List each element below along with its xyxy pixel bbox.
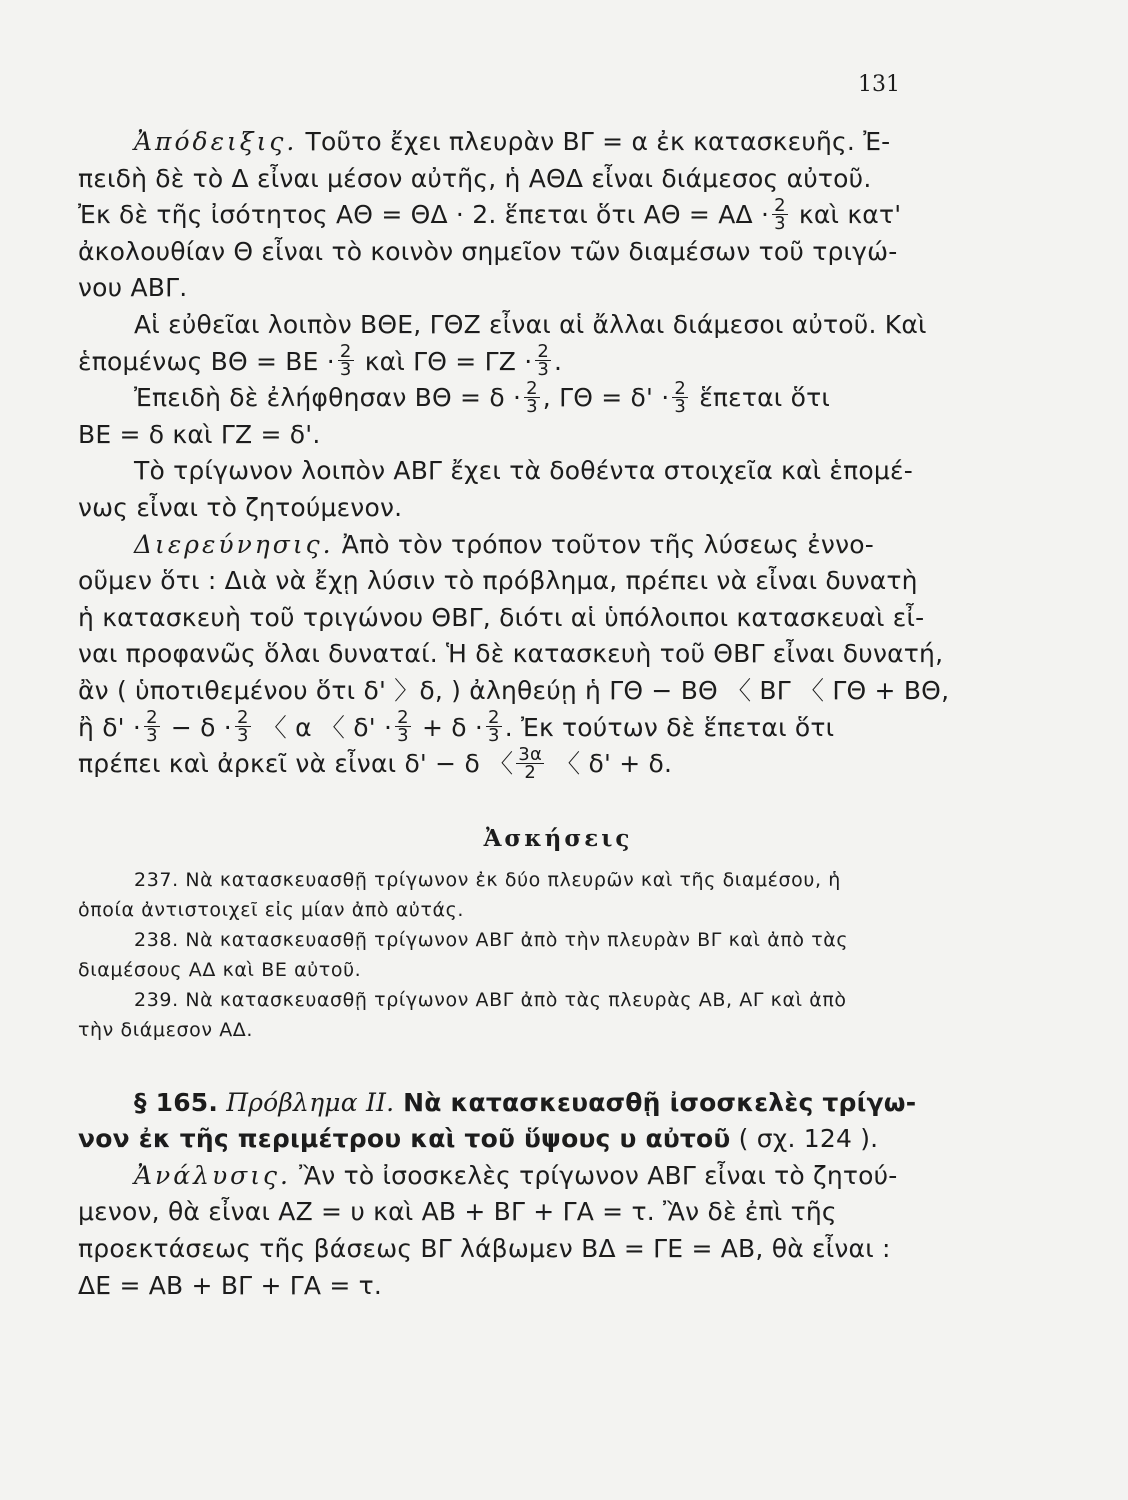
fraction: $\frac{3\alpha}{2}$: [518, 743, 543, 783]
proof-line: νως εἶναι τὸ ζητούμενον.: [78, 492, 403, 522]
analysis-line: ΔΕ = ΑΒ + ΒΓ + ΓΑ = τ.: [78, 1270, 383, 1300]
proof-text: , ΓΘ = δ' ·: [542, 383, 670, 413]
discussion-line: [78, 707, 1038, 747]
exercise-line: διαμέσους ΑΔ καὶ ΒΕ αὐτοῦ.: [78, 958, 362, 981]
problem-statement: νον ἐκ τῆς περιμέτρου καὶ τοῦ ὕψους υ αὐτοῦ: [78, 1124, 731, 1154]
discussion-text: 〈 δ' + δ.: [547, 749, 673, 779]
exercise-line: 237. Νὰ κατασκευασθῇ τρίγωνον ἐκ δύο πλευρῶν καὶ τῆς διαμέσου, ἡ: [134, 868, 841, 891]
fraction: $\frac{2}{3}$: [488, 707, 500, 746]
proof-line: [78, 194, 1038, 234]
proof-line: νου ΑΒΓ.: [78, 273, 188, 303]
section-number: § 165.: [134, 1087, 219, 1117]
proof-line: Τὸ τρίγωνον λοιπὸν ΑΒΓ ἔχει τὰ δοθέντα στοιχεῖα καὶ ἑπομέ-: [134, 456, 913, 486]
discussion-text: Ἀπὸ τὸν τρόπον τοῦτον τῆς λύσεως ἐννο-: [333, 529, 874, 559]
fraction: $\frac{2}{3}$: [339, 341, 352, 381]
exercise-line: τὴν διάμεσον ΑΔ.: [78, 1018, 254, 1041]
discussion-text: ἢ δ' ·: [78, 712, 142, 742]
fraction: $\frac{2}{3}$: [397, 707, 409, 746]
fraction: $\frac{2}{3}$: [537, 341, 549, 381]
proof-text: Ἐπειδὴ δὲ ἐλήφθησαν ΒΘ = δ ·: [134, 383, 522, 413]
proof-text: .: [554, 346, 563, 376]
analysis-line: μενον, θὰ εἶναι ΑΖ = υ καὶ ΑΒ + ΒΓ + ΓΑ = τ. Ἂν δὲ ἐπὶ τῆς: [78, 1197, 837, 1227]
exercise-line: 238. Νὰ κατασκευασθῇ τρίγωνον ΑΒΓ ἀπὸ τὴν πλευρὰν ΒΓ καὶ ἀπὸ τὰς: [134, 928, 849, 951]
discussion-line: οῦμεν ὅτι : Διὰ νὰ ἔχῃ λύσιν τὸ πρόβλημα, πρέπει νὰ εἶναι δυνατὴ: [78, 566, 918, 596]
discussion-text: + δ ·: [413, 712, 484, 742]
proof-line: [78, 377, 1038, 417]
problem-section: [78, 1085, 1038, 1305]
proof-text: ἕπεται ὅτι: [691, 383, 831, 413]
analysis-line: προεκτάσεως τῆς βάσεως ΒΓ λάβωμεν ΒΔ = ΓΕ = ΑΒ, θὰ εἶναι :: [78, 1234, 891, 1264]
proof-line: [78, 341, 1038, 381]
analysis-text: Ἂν τὸ ἰσοσκελὲς τρίγωνον ΑΒΓ εἶναι τὸ ζητού-: [291, 1160, 898, 1190]
figure-ref: ( σχ. 124 ).: [730, 1124, 879, 1154]
proof-text: Τοῦτο ἔχει πλευρὰν ΒΓ = α ἐκ κατασκευῆς. Ἐ-: [297, 127, 891, 156]
proof-line: Αἱ εὐθεῖαι λοιπὸν ΒΘΕ, ΓΘΖ εἶναι αἱ ἄλλαι διάμεσοι αὐτοῦ. Καὶ: [134, 309, 927, 339]
page-number: 131: [858, 72, 900, 97]
proof-text: ἑπομένως ΒΘ = ΒΕ ·: [78, 346, 335, 376]
discussion-text: 〈 α 〈 δ' ·: [253, 712, 393, 742]
proof-line: πειδὴ δὲ τὸ Δ εἶναι μέσον αὐτῆς, ἡ ΑΘΔ εἶναι διάμεσος αὐτοῦ.: [78, 163, 872, 193]
exercises-heading: Ἀσκήσεις: [483, 824, 633, 852]
exercise-line: ὁποία ἀντιστοιχεῖ εἰς μίαν ἀπὸ αὐτάς.: [78, 898, 465, 921]
fraction: $\frac{2}{3}$: [774, 194, 786, 234]
proof-line: [78, 124, 1038, 161]
problem-title: [78, 1121, 1038, 1158]
fraction: $\frac{2}{3}$: [236, 707, 249, 746]
discussion-text: − δ ·: [162, 712, 232, 742]
discussion-line: ἡ κατασκευὴ τοῦ τριγώνου ΘΒΓ, διότι αἱ ὑπόλοιποι κατασκευαὶ εἶ-: [78, 602, 925, 632]
proof-text: Ἐκ δὲ τῆς ἰσότητος ΑΘ = ΘΔ · 2. ἕπεται ὅτι ΑΘ = ΑΔ ·: [78, 200, 770, 230]
fraction: $\frac{2}{3}$: [674, 377, 687, 417]
problem-statement: Νὰ κατασκευασθῇ ἰσοσκελὲς τρίγω-: [394, 1087, 917, 1117]
discussion-lead: Διερεύνησις.: [134, 529, 334, 559]
page-body: [78, 124, 1038, 1304]
proof-lead: Ἀπόδειξις.: [134, 127, 298, 156]
fraction: $\frac{2}{3}$: [526, 377, 538, 417]
discussion-line: [78, 527, 1038, 564]
problem-title: [78, 1085, 1038, 1122]
discussion-line: [78, 743, 1038, 783]
fraction: $\frac{2}{3}$: [146, 707, 158, 746]
proof-line: ἀκολουθίαν Θ εἶναι τὸ κοινὸν σημεῖον τῶν διαμέσων τοῦ τριγώ-: [78, 236, 898, 266]
discussion-line: ναι προφανῶς ὅλαι δυναταί. Ἡ δὲ κατασκευὴ τοῦ ΘΒΓ εἶναι δυνατή,: [78, 639, 944, 669]
analysis-line: [78, 1158, 1038, 1195]
proof-text: καὶ ΓΘ = ΓΖ ·: [356, 346, 533, 376]
analysis-lead: Ἀνάλυσις.: [134, 1160, 291, 1190]
discussion-text: . Ἐκ τούτων δὲ ἕπεται ὅτι: [504, 712, 835, 742]
discussion-line: ἂν ( ὑποτιθεμένου ὅτι δ' 〉δ, ) ἀληθεύῃ ἡ ΓΘ − ΒΘ 〈 ΒΓ 〈 ΓΘ + ΒΘ,: [78, 675, 950, 705]
proof-line: ΒΕ = δ καὶ ΓΖ = δ'.: [78, 419, 321, 449]
problem-label: Πρόβλημα ΙΙ.: [218, 1087, 395, 1117]
proof-text: καὶ κατ': [790, 200, 902, 230]
exercise-line: 239. Νὰ κατασκευασθῇ τρίγωνον ΑΒΓ ἀπὸ τὰς πλευρὰς ΑΒ, ΑΓ καὶ ἀπὸ: [134, 988, 847, 1011]
discussion-text: πρέπει καὶ ἀρκεῖ νὰ εἶναι δ' − δ 〈: [78, 749, 514, 779]
